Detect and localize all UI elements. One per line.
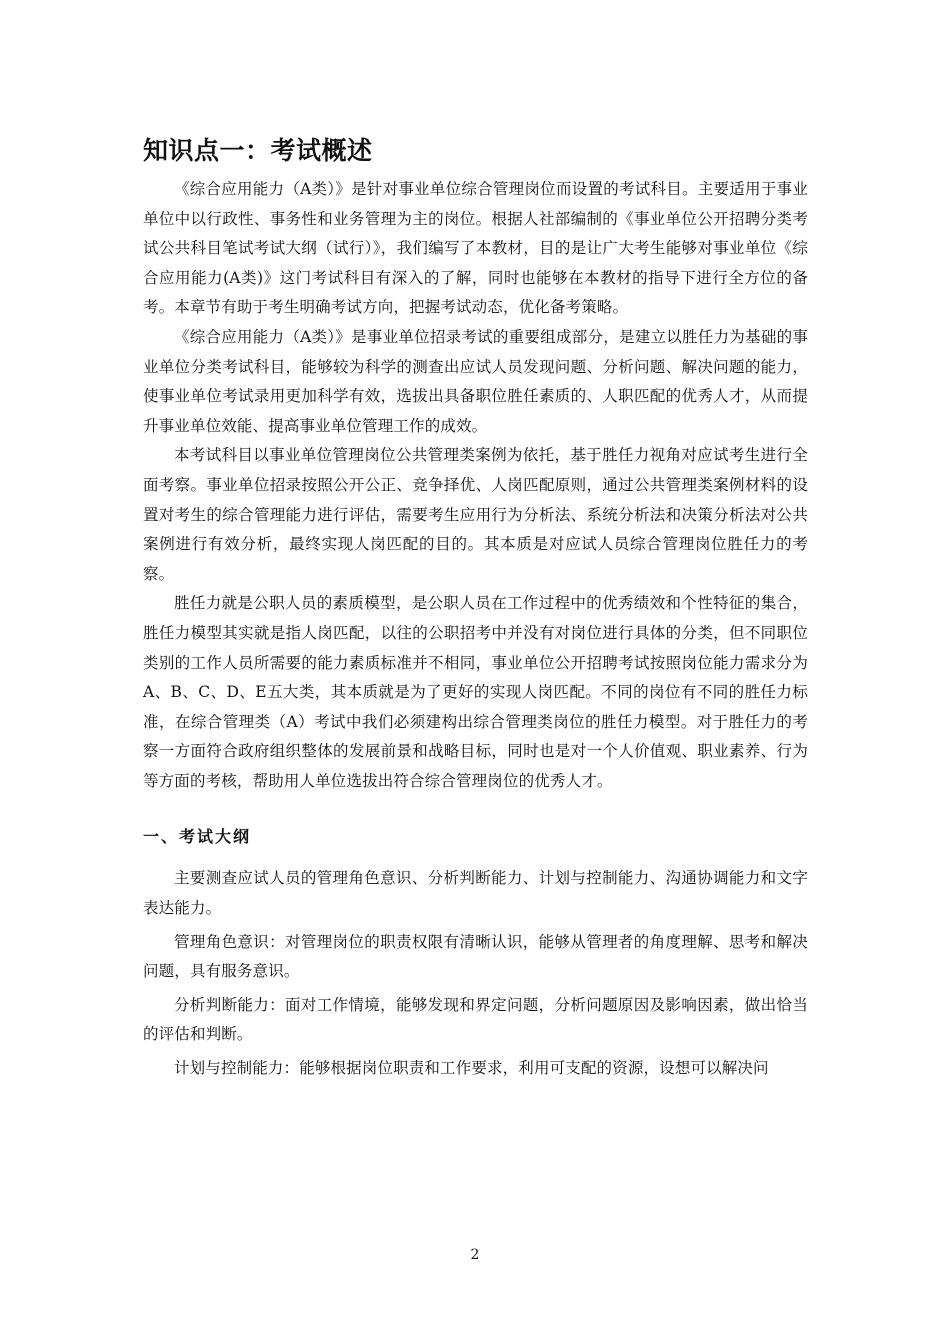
page-content <box>143 133 808 1088</box>
page-title: 知识点一：考试概述 <box>143 136 373 165</box>
intro-paragraph-1: 《综合应用能力（A类）》是针对事业单位综合管理岗位而设置的考试科目。主要适用于事业单位中以行政性、事务性和业务管理为主的岗位。根据人社部编制的《事业单位公开招聘分类考试公共科目笔试考试大纲（试行）》，我们编写了本教材，目的是让广大考生能够对事业单位《综合应用能力(A类)》这门考试科目有深入的了解，同时也能够在本教材的指导下进行全方位的备考。本章节有助于考生明确考试方向，把握考试动态，优化备考策略。 <box>143 180 808 317</box>
section-paragraph-4: 计划与控制能力：能够根据岗位职责和工作要求，利用可支配的资源，设想可以解决问 <box>174 1059 769 1078</box>
section-paragraph-3: 分析判断能力：面对工作情境，能够发现和界定问题，分析问题原因及影响因素，做出恰当的评估和判断。 <box>143 995 808 1044</box>
section-paragraph-2: 管理角色意识：对管理岗位的职责权限有清晰认识，能够从管理者的角度理解、思考和解决问题，具有服务意识。 <box>143 932 808 981</box>
page-number: 2 <box>470 1247 480 1263</box>
intro-paragraph-2: 《综合应用能力（A类）》是事业单位招录考试的重要组成部分，是建立以胜任力为基础的事业单位分类考试科目，能够较为科学的测查出应试人员发现问题、分析问题、解决问题的能力，使事业单位考试录用更加科学有效，选拔出具备职位胜任素质的、人职匹配的优秀人才，从而提升事业单位效能、提高事业单位管理工作的成效。 <box>143 327 808 435</box>
intro-paragraph-3: 本考试科目以事业单位管理岗位公共管理类案例为依托，基于胜任力视角对应试考生进行全面考察。事业单位招录按照公开公正、竞争择优、人岗匹配原则，通过公共管理类案例材料的设置对考生的综合管理能力进行评估，需要考生应用行为分析法、系统分析法和决策分析法对公共案例进行有效分析，最终实现人岗匹配的目的。其本质是对应试人员综合管理岗位胜任力的考察。 <box>143 446 808 583</box>
intro-paragraph-4: 胜任力就是公职人员的素质模型，是公职人员在工作过程中的优秀绩效和个性特征的集合，胜任力模型其实就是指人岗匹配，以往的公职招考中并没有对岗位进行具体的分类，但不同职位类别的工作人员所需要的能力素质标准并不相同，事业单位公开招聘考试按照岗位能力需求分为A、B、C、D、E五大类，其本质就是为了更好的实现人岗匹配。不同的岗位有不同的胜任力标准，在综合管理类（A）考试中我们必须建构出综合管理类岗位的胜任力模型。对于胜任力的考察一方面符合政府组织整体的发展前景和战略目标，同时也是对一个人价值观、职业素养、行为等方面的考核，帮助用人单位选拔出符合综合管理岗位的优秀人才。 <box>143 594 808 790</box>
section-heading: 一、考试大纲 <box>143 827 252 847</box>
section-paragraph-1: 主要测查应试人员的管理角色意识、分析判断能力、计划与控制能力、沟通协调能力和文字表达能力。 <box>143 869 808 918</box>
